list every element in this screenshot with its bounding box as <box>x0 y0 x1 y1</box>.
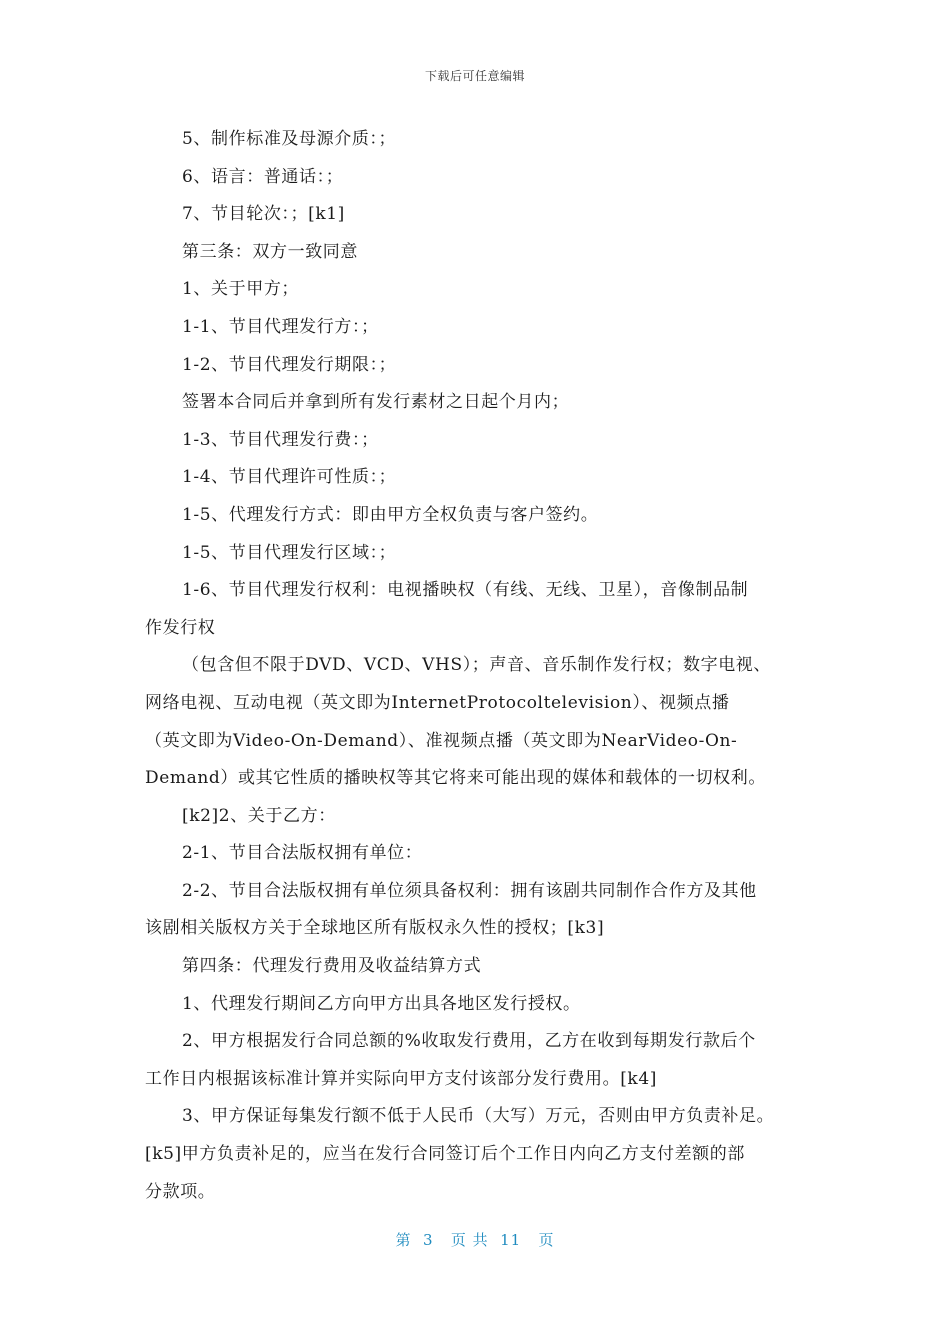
body-text-line: 2-2、节目合法版权拥有单位须具备权利：拥有该剧共同制作合作方及其他 <box>182 880 757 901</box>
body-text-line: （包含但不限于DVD、VCD、VHS）；声音、音乐制作发行权；数字电视、 <box>182 655 771 676</box>
body-text-line: [k5]甲方负责补足的，应当在发行合同签订后个工作日内向乙方支付差额的部 <box>145 1144 745 1165</box>
body-text-line: 1-6、节目代理发行权利：电视播映权（有线、无线、卫星），音像制品制 <box>182 580 749 601</box>
body-text-line: 1-5、代理发行方式：即由甲方全权负责与客户签约。 <box>182 504 599 525</box>
body-text-line: 第四条：代理发行费用及收益结算方式 <box>182 956 482 977</box>
body-text-line: [k2]2、关于乙方： <box>182 805 336 826</box>
body-text-line: 分款项。 <box>145 1181 216 1202</box>
body-text-line: 1-2、节目代理发行期限：； <box>182 354 397 375</box>
body-text-line: （英文即为Video-On-Demand）、准视频点播（英文即为NearVideo-On- <box>145 730 738 751</box>
body-text-line: 1、代理发行期间乙方向甲方出具各地区发行授权。 <box>182 993 581 1014</box>
body-text-line: 3、甲方保证每集发行额不低于人民币（大写）万元，否则由甲方负责补足。 <box>182 1106 775 1127</box>
page-header-note: 下载后可任意编辑 <box>424 69 525 83</box>
body-text-line: 1-5、节目代理发行区域：； <box>182 542 397 563</box>
body-text-line: 7、节目轮次：；[k1] <box>182 204 345 225</box>
body-text-line: 网络电视、互动电视（英文即为InternetProtocoltelevision）、视频点播 <box>145 692 730 713</box>
page-number-footer: 第 3 页 共 11 页 <box>395 1231 555 1249</box>
body-text-line: 第三条：双方一致同意 <box>182 241 358 262</box>
body-text-line: 该剧相关版权方关于全球地区所有版权永久性的授权；[k3] <box>145 918 605 939</box>
body-text-line: 6、语言：普通话：； <box>182 166 344 187</box>
document-body <box>145 121 815 1211</box>
body-text-line: 2、甲方根据发行合同总额的%收取发行费用，乙方在收到每期发行款后个 <box>182 1031 756 1052</box>
body-text-line: 工作日内根据该标准计算并实际向甲方支付该部分发行费用。[k4] <box>145 1068 657 1089</box>
body-text-line: 2-1、节目合法版权拥有单位： <box>182 843 423 864</box>
body-text-line: 1、关于甲方； <box>182 279 300 300</box>
body-text-line: 1-3、节目代理发行费：； <box>182 429 379 450</box>
body-text-line: 5、制作标准及母源介质：； <box>182 129 397 149</box>
body-text-line: 签署本合同后并拿到所有发行素材之日起个月内； <box>182 392 570 413</box>
body-text-line: 1-1、节目代理发行方：； <box>182 316 379 337</box>
body-text-line: Demand）或其它性质的播映权等其它将来可能出现的媒体和载体的一切权利。 <box>145 768 766 789</box>
body-text-line: 作发行权 <box>145 617 216 638</box>
body-text-line: 1-4、节目代理许可性质：； <box>182 467 397 488</box>
